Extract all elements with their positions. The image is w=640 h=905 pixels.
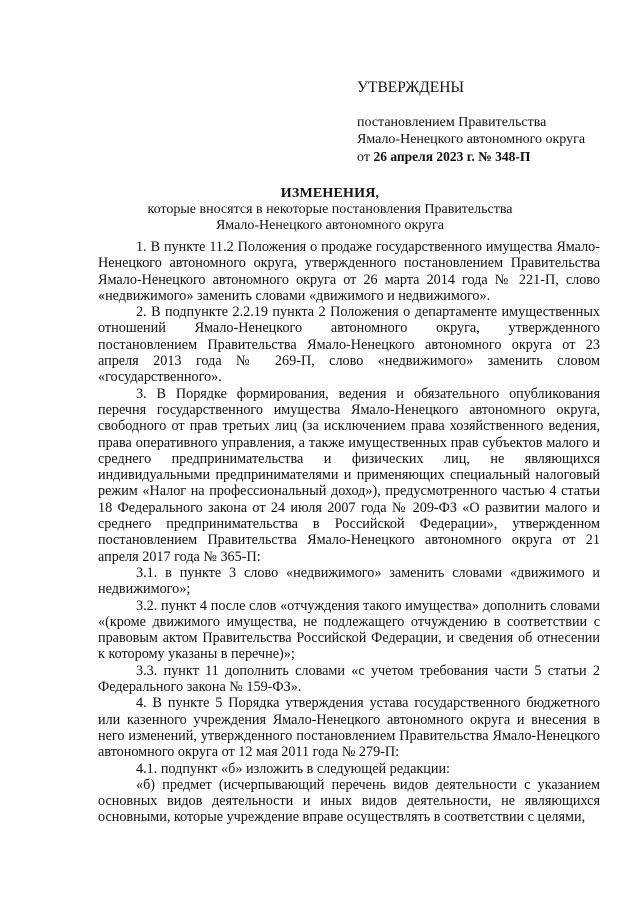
- approval-line-1: постановлением Правительства: [357, 115, 547, 130]
- approval-date: 26 апреля 2023 г. № 348-П: [373, 149, 531, 164]
- approval-date-prefix: от: [357, 150, 374, 165]
- paragraph-1: 1. В пункте 11.2 Положения о продаже государственного имущества Ямало-Ненецкого автономного округа, утвержденного постановлением Правительства Ямало-Ненецкого автономного округа от 26 марта 2014 года № 221-П, слово «недвижимого» заменить словами «движимого и недвижимого».: [98, 239, 600, 304]
- paragraph-4-1-b: «б) предмет (исчерпывающий перечень видов деятельности с указанием основных видов деятельности и иных видов деятельности, не являющихся основными, которые учреждение вправе осуществлять в соответствии с целями,: [98, 776, 600, 826]
- document-subtitle-line-2: Ямало-Ненецкого автономного округа: [215, 218, 445, 233]
- approval-line-2: Ямало-Ненецкого автономного округа: [357, 132, 586, 147]
- document-header: [60, 186, 600, 234]
- paragraph-3-2: 3.2. пункт 4 после слов «отчуждения такого имущества» дополнить словами «(кроме движимого имущества, не подлежащего отчуждению в соответствии с правовым актом Правительства Российской Федерации, и сведения об отнесении к которому указаны в перечне)»;: [98, 597, 600, 663]
- paragraph-3-3: 3.3. пункт 11 дополнить словами «с учетом требования части 5 статьи 2 Федерального закона № 159-ФЗ».: [98, 662, 600, 696]
- paragraph-3-1: 3.1. в пункте 3 слово «недвижимого» заменить словами «движимого и недвижимого»;: [98, 564, 600, 598]
- paragraph-4: 4. В пункте 5 Порядка утверждения устава государственного бюджетного или казенного учреждения Ямало-Ненецкого автономного округа и внесения в него изменений, утвержденного постановлением Правительства Ямало-Ненецкого автономного округа от 12 мая 2011 года № 279-П:: [98, 695, 600, 761]
- approval-block: [357, 78, 627, 166]
- document-body: [98, 239, 600, 826]
- paragraph-2: 2. В подпункте 2.2.19 пункта 2 Положения о департаменте имущественных отношений Ямало-Ненецкого автономного округа, утвержденного постановлением Правительства Ямало-Ненецкого автономного округа от 23 апреля 2013 года № 269-П, слово «недвижимого» заменить словом «государственного».: [98, 304, 600, 386]
- approved-title: УТВЕРЖДЕНЫ: [357, 79, 464, 96]
- paragraph-4-1: 4.1. подпункт «б» изложить в следующей редакции:: [136, 760, 450, 777]
- approval-date-line: [357, 148, 627, 166]
- document-subtitle-line-1: которые вносятся в некоторые постановления Правительства: [147, 202, 513, 217]
- document-title: ИЗМЕНЕНИЯ,: [280, 186, 380, 201]
- paragraph-3: 3. В Порядке формирования, ведения и обязательного опубликования перечня государственного имущества Ямало-Ненецкого автономного округа, свободного от прав третьих лиц (за исключением права хозяйственного ведения, права оперативного управления, а также имущественных прав субъектов малого и среднего предпринимательства и физических лиц, не являющихся индивидуальными предпринимателями и применяющих специальный налоговый режим «Налог на профессиональный доход»), предусмотренного частью 4 статьи 18 Федерального закона от 24 июля 2007 года № 209-ФЗ «О развитии малого и среднего предпринимательства в Российской Федерации», утвержденном постановлением Правительства Ямало-Ненецкого автономного округа от 21 апреля 2017 года № 365-П:: [98, 385, 600, 565]
